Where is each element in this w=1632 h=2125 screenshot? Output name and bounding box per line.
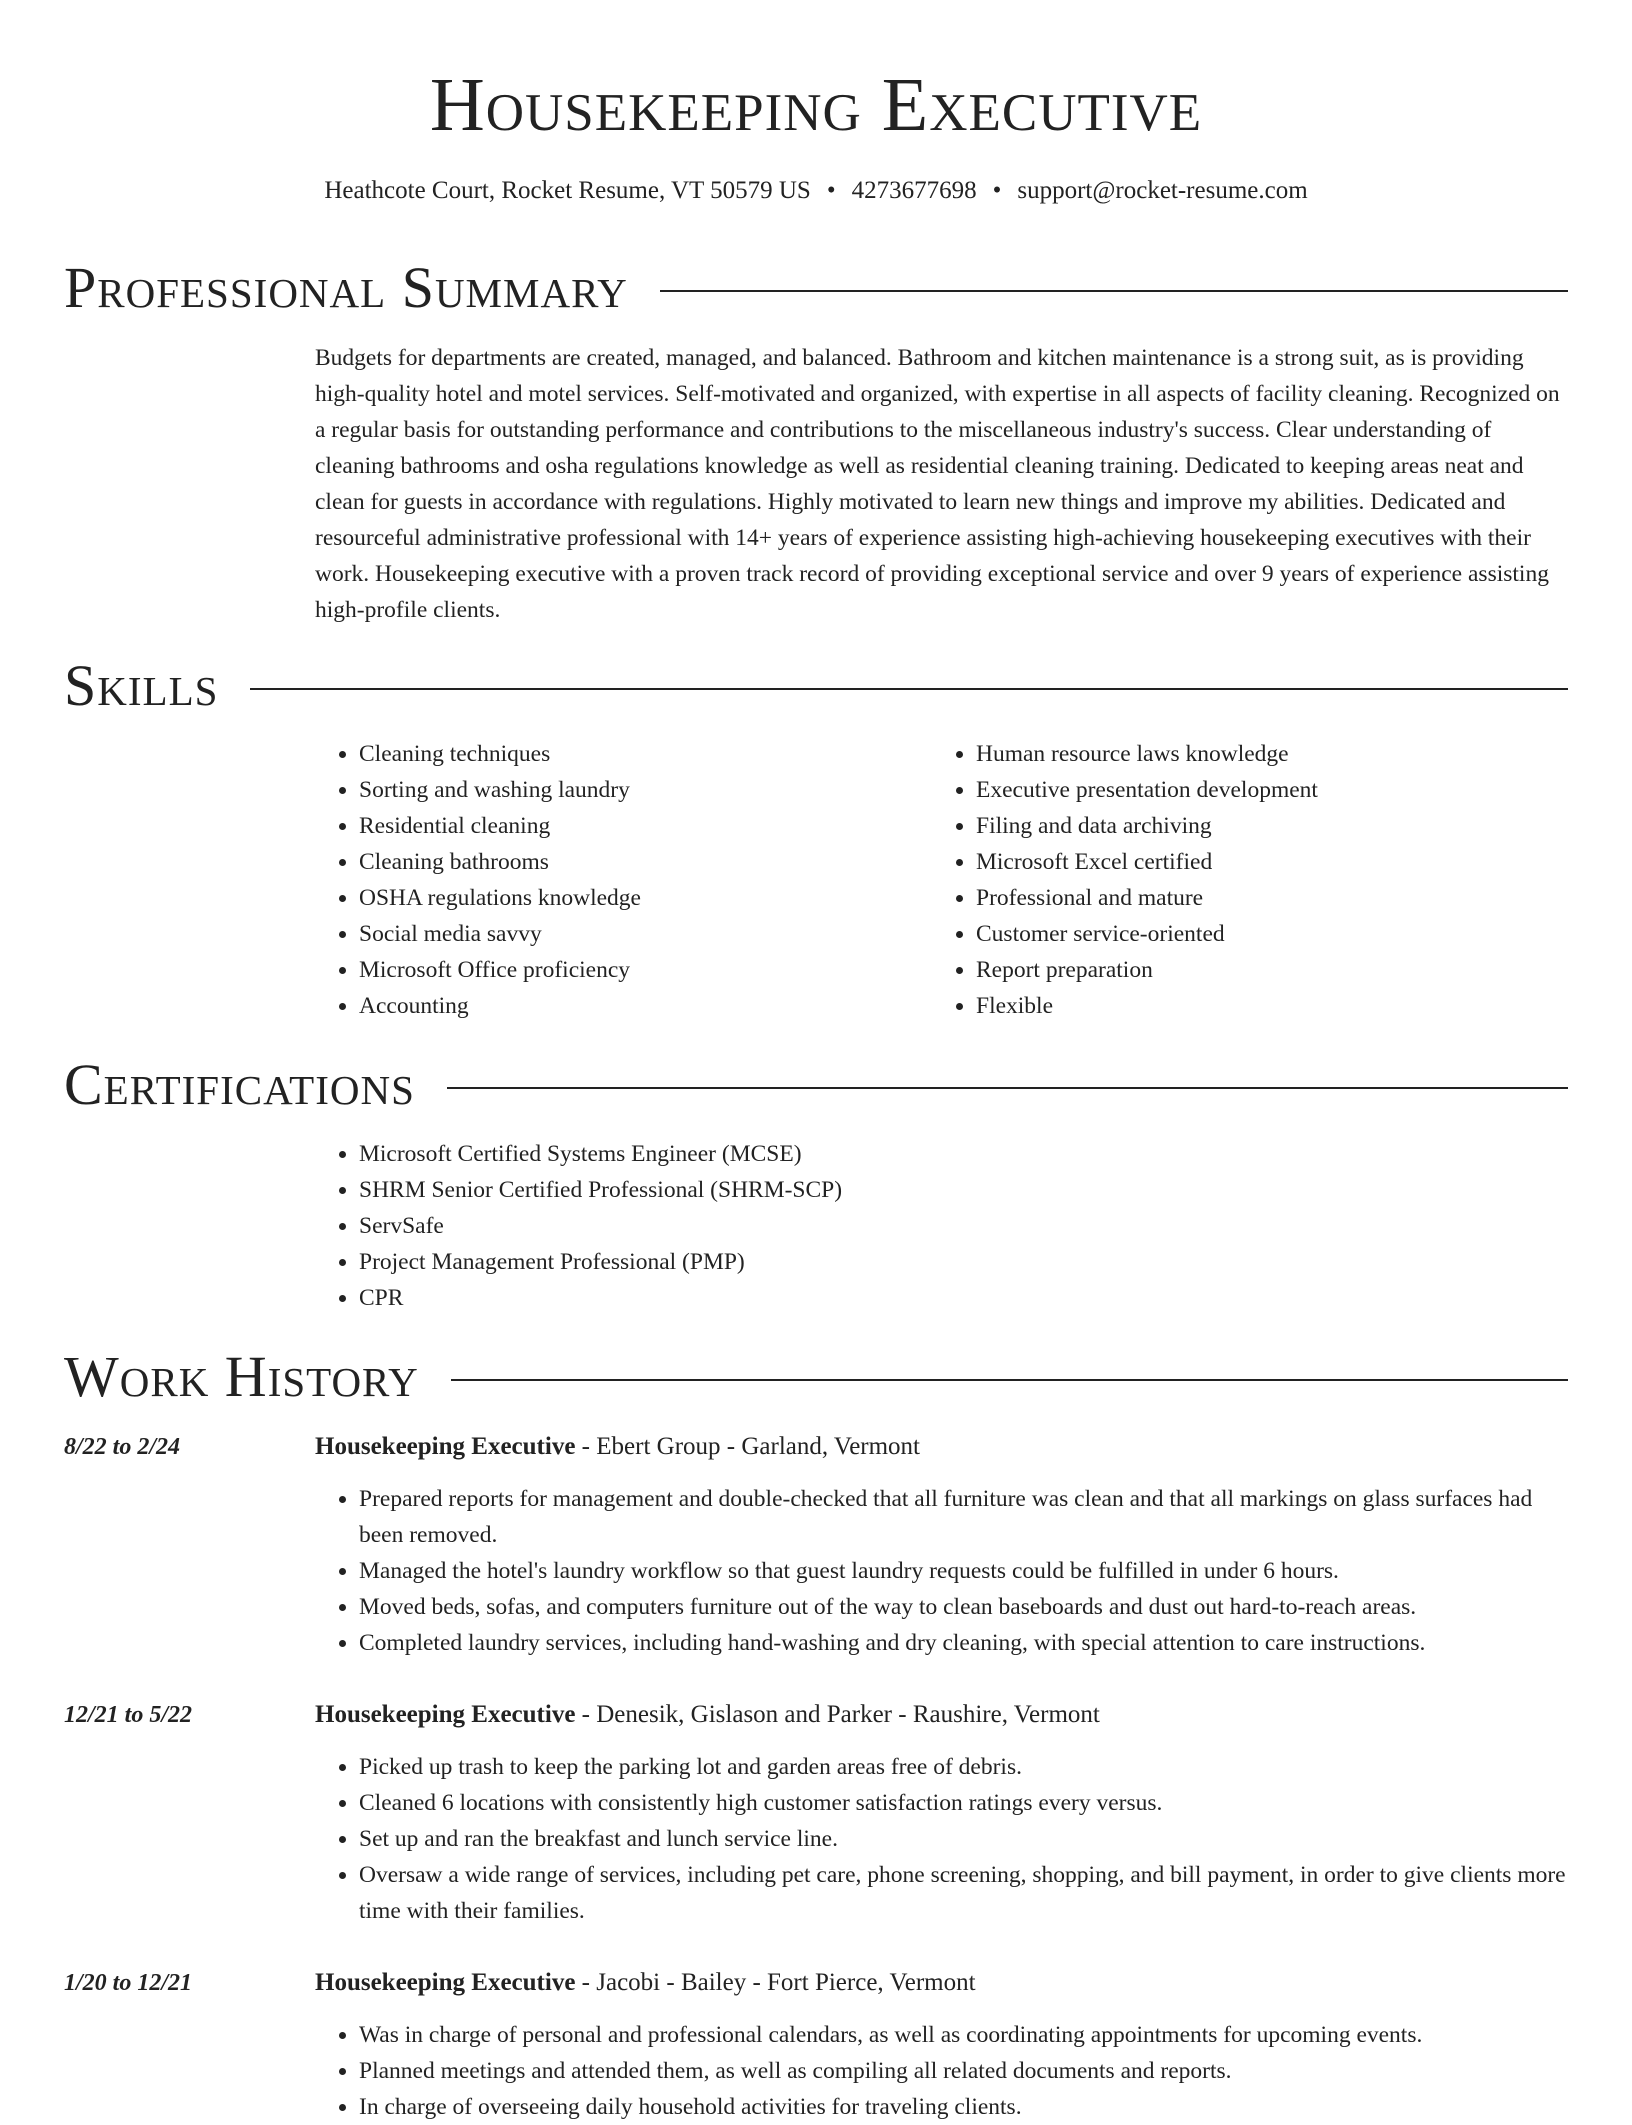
section-header-skills: [64, 651, 1568, 721]
job-heading: [315, 1429, 1570, 1465]
list-item: • Managed the hotel's laundry workflow so that guest laundry requests could be fulfilled in under 6 hours.: [359, 1553, 1570, 1589]
certifications-list: [315, 1136, 1515, 1316]
skills-list: [932, 736, 1532, 1024]
summary-paragraph: Budgets for departments are created, managed, and balanced. Bathroom and kitchen maintenance is a strong suit, as is providing high-quality hotel and motel services. Self-motivated and organized, with expertise in all aspects of facility cleaning. Recognized on a regular basis for outstanding performance and contributions to the miscellaneous industry's success. Clear understanding of cleaning bathrooms and osha regulations knowledge as well as residential cleaning training. Dedicated to keeping areas neat and clean for guests in accordance with regulations. Highly motivated to learn new things and improve my abilities. Dedicated and resourceful administrative professional with 14+ years of experience assisting high-achieving housekeeping executives with their work. Housekeeping executive with a proven track record of providing exceptional service and over 9 years of experience assisting high-profile clients.: [315, 345, 1560, 623]
list-item: • Completed laundry services, including hand-washing and dry cleaning, with special attention to care instructions.: [359, 1625, 1570, 1661]
separator-dot: •: [992, 177, 1002, 204]
list-item: • Microsoft Office proficiency: [359, 952, 915, 988]
job-title: Housekeeping Executive: [315, 1701, 576, 1728]
list-item: • ServSafe: [359, 1208, 1515, 1244]
list-item: • Was in charge of personal and professional calendars, as well as coordinating appointments for upcoming events.: [359, 2017, 1570, 2053]
list-item: • Flexible: [976, 988, 1532, 1024]
list-item: • OSHA regulations knowledge: [359, 880, 915, 916]
job-employer: - Denesik, Gislason and Parker - Raushire, Vermont: [575, 1701, 1100, 1728]
job-title: Housekeeping Executive: [315, 1433, 576, 1460]
job-dates: 1/20 to 12/21: [64, 1970, 193, 1996]
list-item: • In charge of overseeing daily household activities for traveling clients.: [359, 2089, 1570, 2125]
section-title: Work History: [64, 1344, 419, 1409]
job-bullets: [315, 2017, 1570, 2125]
skills-list: [315, 736, 915, 1024]
list-item: • Residential cleaning: [359, 808, 915, 844]
list-item: • SHRM Senior Certified Professional (SHRM-SCP): [359, 1172, 1515, 1208]
skills-column-right: [932, 736, 1532, 1024]
list-item: • Cleaned 6 locations with consistently high customer satisfaction ratings every versus.: [359, 1785, 1570, 1821]
list-item: • Executive presentation development: [976, 772, 1532, 808]
section-divider: [660, 290, 1568, 292]
section-header-work-history: [64, 1342, 1568, 1412]
list-item: • Human resource laws knowledge: [976, 736, 1532, 772]
job-employer: - Ebert Group - Garland, Vermont: [575, 1433, 921, 1460]
email-link[interactable]: support@rocket-resume.com: [1017, 177, 1308, 204]
job-bullets: [315, 1749, 1570, 1929]
section-header-summary: [64, 253, 1568, 323]
list-item: • Planned meetings and attended them, as well as compiling all related documents and reports.: [359, 2053, 1570, 2089]
candidate-name: Housekeeping Executive: [429, 63, 1203, 147]
list-item: • Accounting: [359, 988, 915, 1024]
job-bullet-list: [315, 1481, 1570, 1661]
list-item: • Microsoft Excel certified: [976, 844, 1532, 880]
list-item: • CPR: [359, 1280, 1515, 1316]
section-header-certifications: [64, 1050, 1568, 1120]
list-item: • Set up and ran the breakfast and lunch service line.: [359, 1821, 1570, 1857]
list-item: • Filing and data archiving: [976, 808, 1532, 844]
address: Heathcote Court, Rocket Resume, VT 50579 US: [324, 177, 811, 204]
list-item: • Cleaning bathrooms: [359, 844, 915, 880]
job-employer: - Jacobi - Bailey - Fort Pierce, Vermont: [575, 1969, 976, 1996]
list-item: • Oversaw a wide range of services, including pet care, phone screening, shopping, and bill payment, in order to give clients more time with their families.: [359, 1857, 1570, 1929]
list-item: • Social media savvy: [359, 916, 915, 952]
list-item: • Prepared reports for management and double-checked that all furniture was clean and that all markings on glass surfaces had been removed.: [359, 1481, 1570, 1553]
separator-dot: •: [826, 177, 836, 204]
list-item: • Moved beds, sofas, and computers furniture out of the way to clean baseboards and dust out hard-to-reach areas.: [359, 1589, 1570, 1625]
list-item: • Microsoft Certified Systems Engineer (MCSE): [359, 1136, 1515, 1172]
list-item: • Cleaning techniques: [359, 736, 915, 772]
section-divider: [451, 1379, 1568, 1381]
section-title: Skills: [64, 653, 219, 718]
certifications-block: [315, 1136, 1515, 1316]
section-title: Professional Summary: [64, 255, 628, 320]
phone: 4273677698: [851, 177, 977, 204]
job-bullets: [315, 1481, 1570, 1661]
skills-column-left: [315, 736, 915, 1024]
list-item: • Report preparation: [976, 952, 1532, 988]
job-dates: 12/21 to 5/22: [64, 1702, 193, 1728]
list-item: • Customer service-oriented: [976, 916, 1532, 952]
list-item: • Project Management Professional (PMP): [359, 1244, 1515, 1280]
section-divider: [250, 688, 1568, 690]
job-bullet-list: [315, 2017, 1570, 2125]
contact-line: [0, 174, 1632, 208]
list-item: • Picked up trash to keep the parking lot and garden areas free of debris.: [359, 1749, 1570, 1785]
job-bullet-list: [315, 1749, 1570, 1929]
list-item: • Sorting and washing laundry: [359, 772, 915, 808]
job-title: Housekeeping Executive: [315, 1969, 576, 1996]
section-divider: [447, 1087, 1568, 1089]
job-dates: 8/22 to 2/24: [64, 1434, 181, 1460]
job-heading: [315, 1965, 1570, 2001]
job-heading: [315, 1697, 1570, 1733]
list-item: • Professional and mature: [976, 880, 1532, 916]
section-title: Certifications: [64, 1052, 415, 1117]
